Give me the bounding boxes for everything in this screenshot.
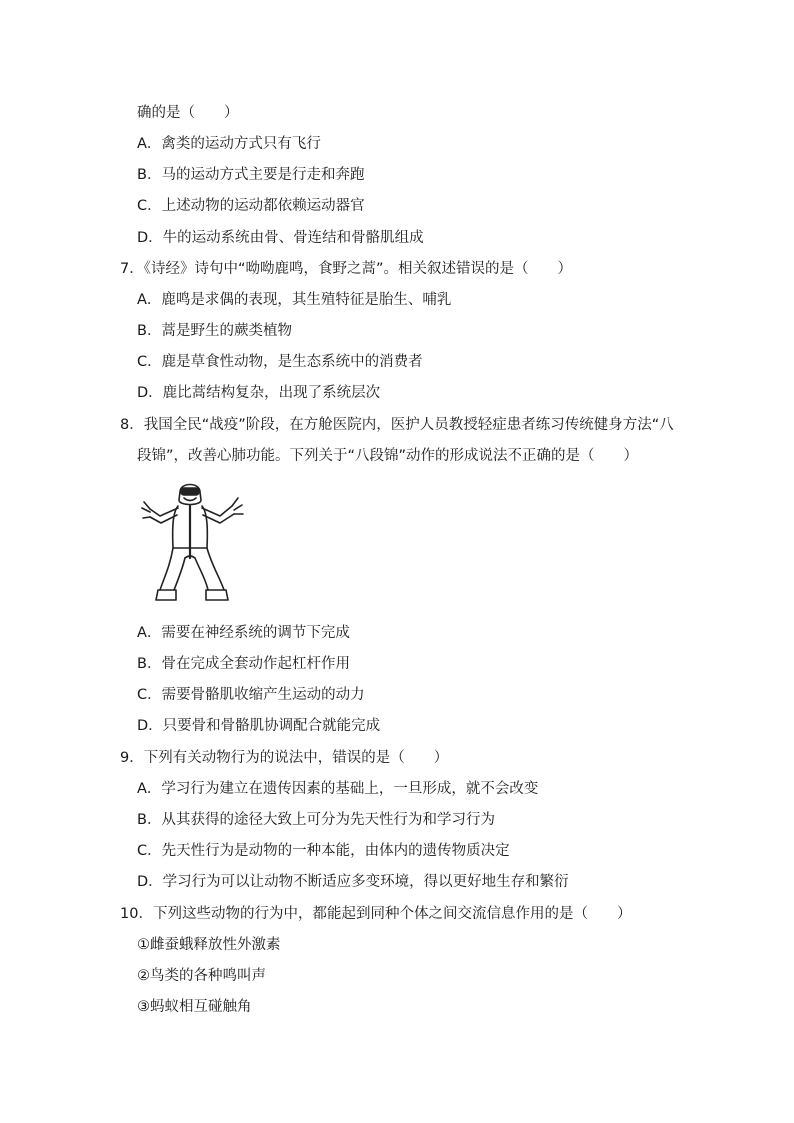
q7-option-b: B．蒿是野生的蕨类植物 — [137, 323, 292, 339]
q10-item-2: ②鸟类的各种鸣叫声 — [137, 968, 266, 984]
q8-option-b: B．骨在完成全套动作起杠杆作用 — [137, 656, 350, 672]
q6-option-d: D．牛的运动系统由骨、骨连结和骨骼肌组成 — [137, 230, 424, 246]
q9-option-a: A．学习行为建立在遗传因素的基础上，一旦形成，就不会改变 — [137, 781, 539, 797]
q9-stem: 9．下列有关动物行为的说法中，错误的是（ ） — [120, 750, 449, 766]
baduanjin-figure-illustration — [140, 478, 252, 608]
q9-option-c: C．先天性行为是动物的一种本能，由体内的遗传物质决定 — [137, 843, 510, 859]
q10-item-3: ③蚂蚁相互碰触角 — [137, 999, 252, 1015]
q8-option-a: A．需要在神经系统的调节下完成 — [137, 625, 350, 641]
q7-option-d: D．鹿比蒿结构复杂，出现了系统层次 — [137, 385, 381, 401]
q10-item-1: ①雌蚕蛾释放性外激素 — [137, 937, 281, 953]
q9-option-d: D．学习行为可以让动物不断适应多变环境，得以更好地生存和繁衍 — [137, 874, 569, 890]
q7-stem: 7．《诗经》诗句中“呦呦鹿鸣，食野之蒿”。相关叙述错误的是（ ） — [120, 261, 572, 277]
q8-stem-line1: 8．我国全民“战疫”阶段，在方舱医院内，医护人员教授轻症患者练习传统健身方法“八 — [120, 417, 674, 433]
q8-stem-line2: 段锦”，改善心肺功能。下列关于“八段锦”动作的形成说法不正确的是（ ） — [137, 448, 639, 464]
q6-option-c: C．上述动物的运动都依赖运动器官 — [137, 198, 365, 214]
q9-option-b: B．从其获得的途径大致上可分为先天性行为和学习行为 — [137, 812, 495, 828]
q6-stem-tail: 确的是（ ） — [137, 105, 239, 121]
q10-stem: 10．下列这些动物的行为中，都能起到同种个体之间交流信息作用的是（ ） — [120, 906, 632, 922]
q6-option-b: B．马的运动方式主要是行走和奔跑 — [137, 167, 365, 183]
q6-option-a: A．禽类的运动方式只有飞行 — [137, 136, 321, 152]
q7-option-a: A．鹿鸣是求偶的表现，其生殖特征是胎生、哺乳 — [137, 292, 452, 308]
q8-option-c: C．需要骨骼肌收缩产生运动的动力 — [137, 687, 365, 703]
q8-option-d: D．只要骨和骨骼肌协调配合就能完成 — [137, 718, 381, 734]
q7-option-c: C．鹿是草食性动物，是生态系统中的消费者 — [137, 354, 423, 370]
